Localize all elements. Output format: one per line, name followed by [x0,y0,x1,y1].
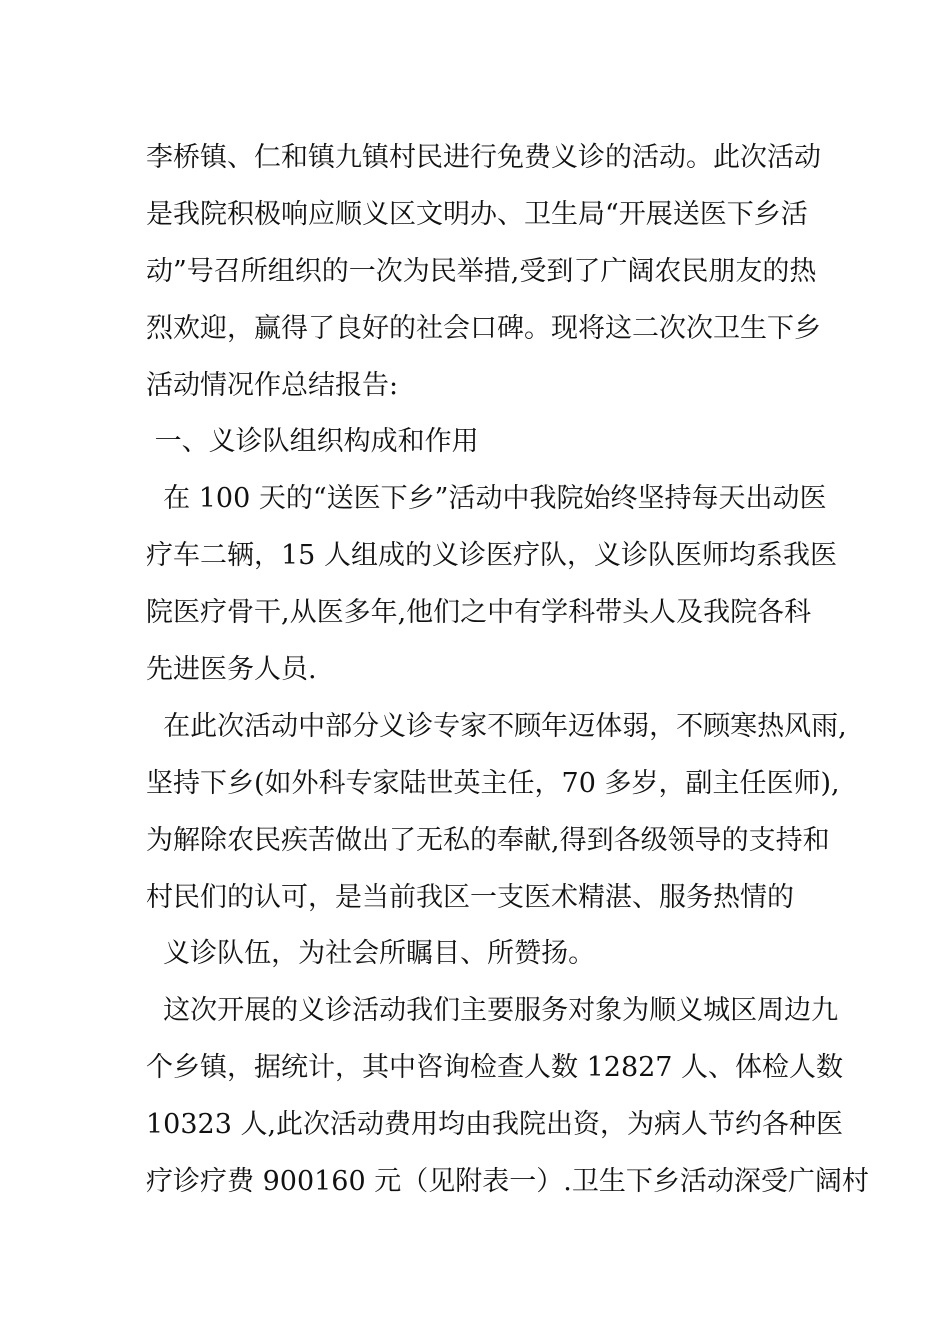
text-line: 在此次活动中部分义诊专家不顾年迈体弱，不顾寒热风雨, [146,710,847,742]
text-line: 10323 人,此次活动费用均由我院出资，为病人节约各种医 [146,1109,844,1141]
section-heading: 一、义诊队组织构成和作用 [146,426,479,458]
text-line: 先进医务人员. [146,654,317,686]
text-line: 院医疗骨干,从医多年,他们之中有学科带头人及我院各科 [146,597,812,629]
text-line: 为解除农民疾苦做出了无私的奉献,得到各级领导的支持和 [146,824,830,856]
text-line: 活动情况作总结报告: [146,369,399,401]
body-text [146,130,869,1211]
text-line: 烈欢迎，赢得了良好的社会口碑。现将这二次次卫生下乡 [146,312,821,344]
text-line: 在 100 天的“送医下乡”活动中我院始终坚持每天出动医 [146,483,827,515]
text-line: 疗车二辆，15 人组成的义诊医疗队，义诊队医师均系我医 [146,540,837,572]
text-line: 疗诊疗费 900160 元（见附表一）.卫生下乡活动深受广阔村 [146,1166,869,1198]
text-line: 这次开展的义诊活动我们主要服务对象为顺义城区周边九 [146,995,839,1027]
text-line: 个乡镇，据统计，其中咨询检查人数 12827 人、体检人数 [146,1052,844,1084]
text-line: 村民们的认可，是当前我区一支医术精湛、服务热情的 [146,881,794,913]
text-line: 动”号召所组织的一次为民举措,受到了广阔农民朋友的热 [146,255,817,287]
text-line: 义诊队伍，为社会所瞩目、所赞扬。 [146,938,596,970]
text-line: 是我院积极响应顺义区文明办、卫生局“开展送医下乡活 [146,198,808,230]
text-line: 坚持下乡(如外科专家陆世英主任，70 多岁，副主任医师), [146,767,840,799]
text-line: 李桥镇、仁和镇九镇村民进行免费义诊的活动。此次活动 [146,142,821,173]
